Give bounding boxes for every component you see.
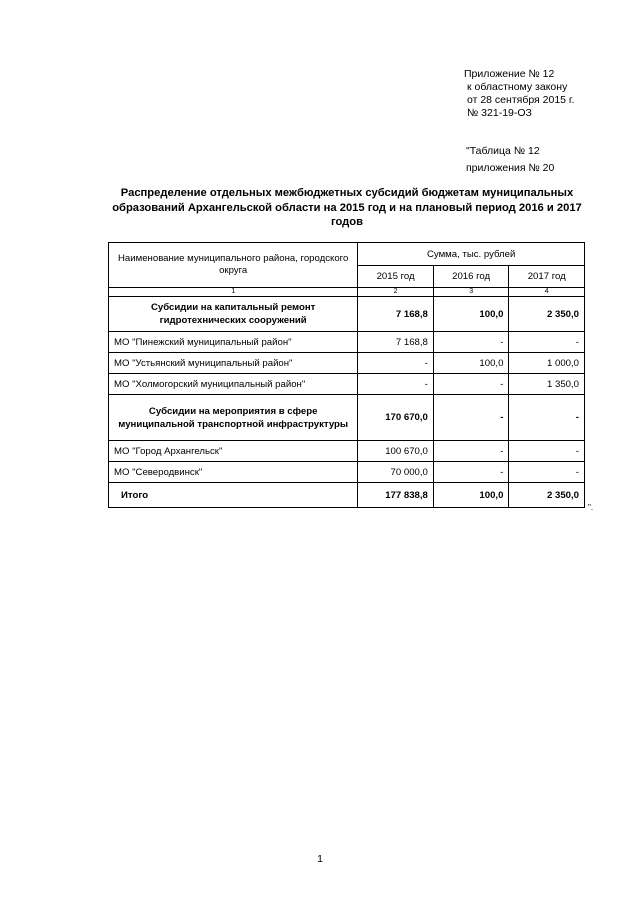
- group-row: [109, 395, 585, 441]
- column-number: 1: [109, 288, 358, 297]
- row-value-2017: -: [509, 462, 585, 483]
- column-numbers-row: [109, 288, 585, 297]
- row-value-2015: 70 000,0: [358, 462, 434, 483]
- row-value-2017: 1 000,0: [509, 353, 585, 374]
- table-ref-appendix: приложения № 20: [466, 162, 555, 174]
- appendix-law: к областному закону: [467, 81, 568, 93]
- group-value-2016: 100,0: [433, 297, 509, 332]
- total-value-2017: 2 350,0: [509, 483, 585, 508]
- total-label: Итого: [109, 483, 358, 508]
- column-number: 2: [358, 288, 434, 297]
- appendix-number: Приложение № 12: [464, 68, 555, 80]
- group-value-2015: 7 168,8: [358, 297, 434, 332]
- row-name: МО "Холмогорский муниципальный район": [109, 374, 358, 395]
- row-value-2015: -: [358, 374, 434, 395]
- table-row: [109, 353, 585, 374]
- table-row: [109, 441, 585, 462]
- column-number: 4: [509, 288, 585, 297]
- table-row: [109, 332, 585, 353]
- appendix-date: от 28 сентября 2015 г.: [467, 94, 575, 106]
- row-value-2015: 7 168,8: [358, 332, 434, 353]
- row-value-2016: -: [433, 374, 509, 395]
- table-reference: [466, 143, 554, 177]
- row-name: МО "Северодвинск": [109, 462, 358, 483]
- row-name: МО "Город Архангельск": [109, 441, 358, 462]
- appendix-law-number: № 321-19-ОЗ: [467, 107, 532, 119]
- column-header-sum: Сумма, тыс. рублей: [358, 243, 585, 266]
- row-value-2016: -: [433, 441, 509, 462]
- row-value-2016: -: [433, 462, 509, 483]
- subsidy-table: [108, 242, 585, 508]
- column-header-2017: 2017 год: [509, 266, 585, 288]
- group-row: [109, 297, 585, 332]
- row-value-2017: -: [509, 332, 585, 353]
- total-value-2015: 177 838,8: [358, 483, 434, 508]
- total-value-2016: 100,0: [433, 483, 509, 508]
- row-value-2017: 1 350,0: [509, 374, 585, 395]
- closing-quote-mark: ".: [588, 503, 594, 512]
- column-header-name: Наименование муниципального района, городского округа: [109, 243, 358, 288]
- group-name: Субсидии на мероприятия в сфере муниципальной транспортной инфраструктуры: [109, 395, 358, 441]
- document-title: Распределение отдельных межбюджетных субсидий бюджетам муниципальных образований Архангельской области на 2015 год и на плановый период 2016 и 2017 годов: [112, 187, 582, 228]
- row-value-2015: -: [358, 353, 434, 374]
- table-ref-number: "Таблица № 12: [466, 145, 540, 157]
- table-row: [109, 374, 585, 395]
- page-number: 1: [317, 853, 323, 865]
- column-header-2015: 2015 год: [358, 266, 434, 288]
- column-number: 3: [433, 288, 509, 297]
- group-value-2017: -: [509, 395, 585, 441]
- row-value-2016: -: [433, 332, 509, 353]
- row-value-2017: -: [509, 441, 585, 462]
- row-name: МО "Устьянский муниципальный район": [109, 353, 358, 374]
- group-name: Субсидии на капитальный ремонт гидротехнических сооружений: [109, 297, 358, 332]
- column-header-2016: 2016 год: [433, 266, 509, 288]
- table-row: [109, 462, 585, 483]
- appendix-header: [464, 68, 574, 120]
- group-value-2016: -: [433, 395, 509, 441]
- group-value-2017: 2 350,0: [509, 297, 585, 332]
- total-row: [109, 483, 585, 508]
- row-name: МО "Пинежский муниципальный район": [109, 332, 358, 353]
- row-value-2015: 100 670,0: [358, 441, 434, 462]
- group-value-2015: 170 670,0: [358, 395, 434, 441]
- row-value-2016: 100,0: [433, 353, 509, 374]
